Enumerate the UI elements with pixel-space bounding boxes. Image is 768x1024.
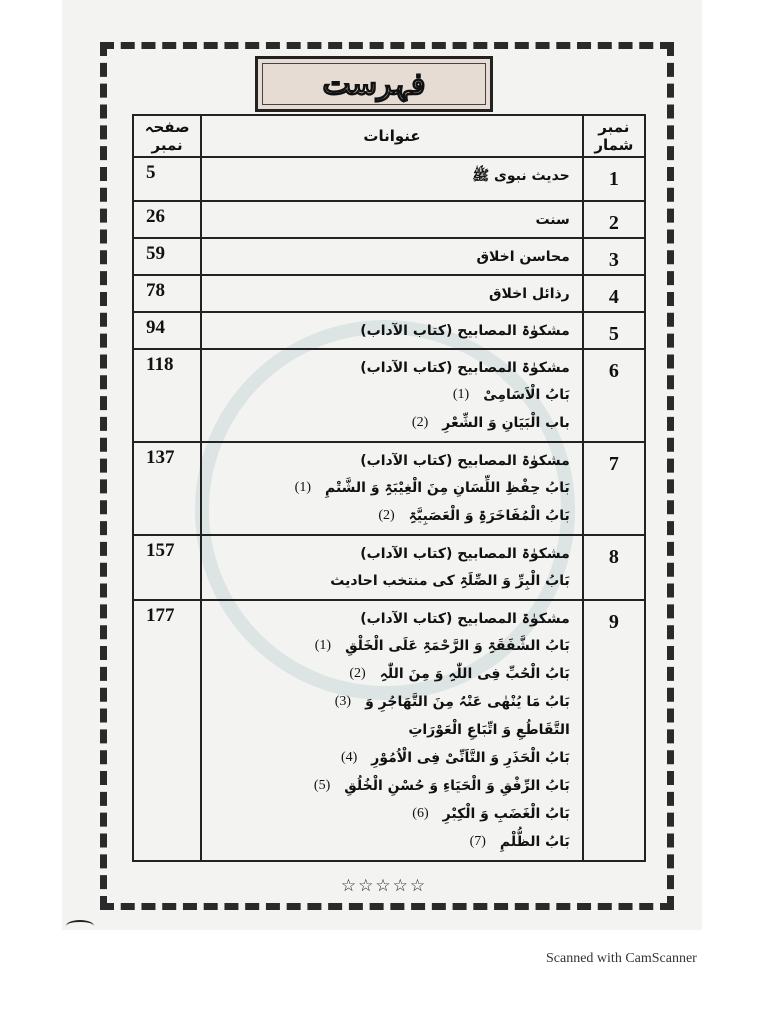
sub-topic-number: (6) xyxy=(412,806,429,821)
sub-topic-label: بَابُ الظُّلْمِ xyxy=(499,834,570,850)
header-titles: عنوانات xyxy=(201,115,582,157)
serial-number-cell: 5 xyxy=(583,312,645,349)
table-row xyxy=(133,157,645,201)
scanner-watermark-text: Scanned with CamScanner xyxy=(546,951,697,966)
sub-topic-number: (2) xyxy=(349,666,366,681)
sub-topic xyxy=(210,772,569,800)
table-header-row xyxy=(133,115,645,157)
table-row xyxy=(133,275,645,312)
page-number-cell: 137 xyxy=(133,442,201,535)
sub-topic-label: باب الْبَیَانِ وَ الشِّعْرِ xyxy=(442,415,570,431)
serial-number-cell: 7 xyxy=(583,442,645,535)
header-serial-number: نمبر شمار xyxy=(583,115,645,157)
chapter-title: حدیث نبوی ﷺ xyxy=(472,168,570,184)
title-cell xyxy=(201,275,582,312)
decorative-stars: ☆☆☆☆☆ xyxy=(340,876,428,896)
page-number-cell: 5 xyxy=(133,157,201,201)
serial-number-cell: 8 xyxy=(583,535,645,600)
sub-topic-number: (3) xyxy=(334,694,352,709)
sub-topic-label: بَابُ الْبِرِّ وَ الصِّلَۃِ کی منتخب احادیث xyxy=(330,573,570,589)
page-number-cell: 26 xyxy=(133,201,201,238)
sub-topic-number: (4) xyxy=(340,750,358,765)
sub-topic xyxy=(210,409,569,437)
title-cell xyxy=(201,157,582,201)
title-cell xyxy=(201,312,582,349)
sub-topic xyxy=(210,567,569,595)
sub-topic xyxy=(210,381,569,409)
sub-topic-label: بَابُ مَا یُنْھٰی عَنْہُ مِنَ التَّھَاجُرِ وَ xyxy=(365,694,570,710)
title-cell xyxy=(201,535,582,600)
sub-topic xyxy=(210,474,569,502)
chapter-title: مشکوٰۃ المصابیح (کتاب الآداب) xyxy=(360,611,570,627)
sub-topic-label: بَابُ الرِّفْقِ وَ الْحَیَاءِ وَ حُسْنِ الْخُلُقِ xyxy=(344,778,570,794)
sub-topic xyxy=(210,660,569,688)
page-title-box xyxy=(255,56,493,112)
sub-topic xyxy=(210,828,569,856)
sub-topic-number: (1) xyxy=(452,387,470,402)
chapter-title: سنت xyxy=(535,212,570,228)
serial-number-cell: 4 xyxy=(583,275,645,312)
title-cell xyxy=(201,442,582,535)
page-number-cell: 59 xyxy=(133,238,201,275)
sub-topic-label: التَّقَاطُعِ وَ اتِّبَاعِ الْعَوْرَاتِ xyxy=(408,722,570,738)
page-number-cell: 118 xyxy=(133,349,201,442)
chapter-title: محاسن اخلاق xyxy=(476,249,570,265)
chapter-title: رذائل اخلاق xyxy=(489,286,570,302)
sub-topic-label: بَابُ حِفْظِ اللِّسَانِ مِنَ الْغِیْبَۃِ وَ الشَّتْمِ xyxy=(324,480,570,496)
sub-topic xyxy=(210,688,569,716)
sub-topic xyxy=(210,632,569,660)
chapter-title: مشکوٰۃ المصابیح (کتاب الآداب) xyxy=(360,360,570,376)
serial-number-cell: 9 xyxy=(583,600,645,861)
chapter-title: مشکوٰۃ المصابیح (کتاب الآداب) xyxy=(360,546,570,562)
sub-topic-number: (5) xyxy=(313,778,331,793)
table-row xyxy=(133,349,645,442)
title-cell xyxy=(201,238,582,275)
sub-topic xyxy=(210,800,569,828)
sub-topic-number: (2) xyxy=(411,415,429,430)
sub-topic-label: بَابُ الْاَسَامِیْ xyxy=(483,387,570,403)
pen-mark xyxy=(66,920,94,932)
page-number-cell: 94 xyxy=(133,312,201,349)
header-page-number: صفحہ نمبر xyxy=(133,115,201,157)
sub-topic-number: (1) xyxy=(314,638,332,653)
sub-topic-label: بَابُ الْمُفَاخَرَۃِ وَ الْعَصَبِیَّۃِ xyxy=(408,508,570,524)
sub-topic-label: بَابُ الْحُبِّ فِی اللّٰہِ وَ مِنَ اللّٰہِ xyxy=(379,666,570,682)
sub-topic xyxy=(210,502,569,530)
title-cell xyxy=(201,600,582,861)
sub-topic xyxy=(210,716,569,744)
sub-topic-label: بَابُ الْغَضَبِ وَ الْکِبْرِ xyxy=(442,806,570,822)
table-row xyxy=(133,535,645,600)
chapter-title: مشکوٰۃ المصابیح (کتاب الآداب) xyxy=(360,323,570,339)
page-title: فہرست xyxy=(322,66,426,102)
sub-topic-label: بَابُ الشَّفَقَۃِ وَ الرَّحْمَۃِ عَلَی الْخَلْقِ xyxy=(345,638,570,654)
sub-topic-number: (1) xyxy=(294,480,311,495)
table-of-contents xyxy=(132,114,646,862)
sub-topic-number: (7) xyxy=(469,834,486,849)
title-cell xyxy=(201,349,582,442)
sub-topic xyxy=(210,744,569,772)
table-row xyxy=(133,442,645,535)
sub-topic-label: بَابُ الْحَذَرِ وَ التَّاَنِّیْ فِی الْاُمُوْرِ xyxy=(371,750,570,766)
page-number-cell: 157 xyxy=(133,535,201,600)
title-cell xyxy=(201,201,582,238)
table-row xyxy=(133,238,645,275)
serial-number-cell: 6 xyxy=(583,349,645,442)
sub-topic-number: (2) xyxy=(378,508,395,523)
serial-number-cell: 1 xyxy=(583,157,645,201)
page-number-cell: 78 xyxy=(133,275,201,312)
table-row xyxy=(133,312,645,349)
page-number-cell: 177 xyxy=(133,600,201,861)
table-row xyxy=(133,201,645,238)
chapter-title: مشکوٰۃ المصابیح (کتاب الآداب) xyxy=(360,453,570,469)
serial-number-cell: 2 xyxy=(583,201,645,238)
table-row xyxy=(133,600,645,861)
serial-number-cell: 3 xyxy=(583,238,645,275)
